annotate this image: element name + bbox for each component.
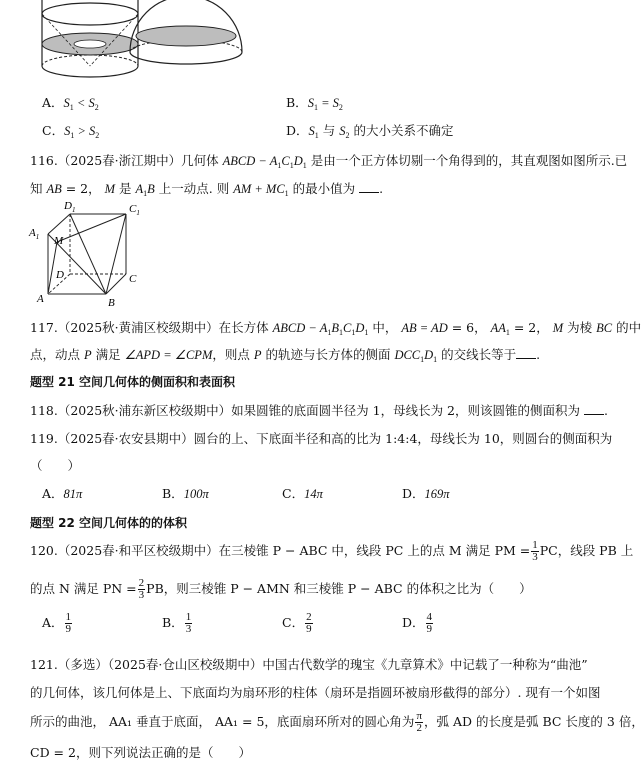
label-A1: $A_1$ xyxy=(29,227,40,241)
label-C1: $C_1$ xyxy=(129,203,140,217)
q120-line1: 120.（2025春·和平区校级期中）在三棱锥 P − ABC 中，线段 PC 上的点 M 满足 PM = $\frac{1}{3}$ PC，线段 PB 上 xyxy=(30,539,634,563)
q120-number: 120. xyxy=(30,543,58,558)
q117-line2: 点，动点 P 满足 ∠APD = ∠CPM，则点 P 的轨迹与长方体的侧面 $DCC_1D_1$ 的交线长等于 . xyxy=(30,347,541,364)
label-A: A xyxy=(37,293,44,305)
q118-answer-blank[interactable] xyxy=(584,404,604,415)
q119-option-a[interactable]: A．81π xyxy=(42,486,83,501)
q120-line2: 的点 N 满足 PN = $\frac{2}{3}$ PB，则三棱锥 P − AMN 和三棱锥 P − ABC 的体积之比为（ ） xyxy=(30,577,532,601)
label-D: D xyxy=(56,269,64,281)
q119-paren: （ ） xyxy=(30,458,81,473)
q116-line2: 知 AB = 2， M 是 $A_1B$ 上一动点. 则 AM + $MC_1$ 的最小值为 . xyxy=(30,181,384,198)
q120-option-b[interactable]: B． $\frac{1}{3}$ xyxy=(162,611,192,635)
label-C: C xyxy=(129,273,137,285)
q117-number: 117. xyxy=(30,320,58,335)
heading-21: 题型 21 空间几何体的侧面积和表面积 xyxy=(30,375,236,389)
q120-option-c[interactable]: C． $\frac{2}{9}$ xyxy=(282,611,312,635)
q120-frac2: $\frac{2}{3}$ xyxy=(138,577,145,601)
q119-option-c[interactable]: C．14π xyxy=(282,486,323,501)
label-B: B xyxy=(108,297,115,309)
q121-number: 121. xyxy=(30,657,58,672)
q115-option-b[interactable]: B．$S_1 = S_2$ xyxy=(286,95,343,112)
q120-option-a[interactable]: A． $\frac{1}{9}$ xyxy=(42,611,72,635)
q121-line2: 的几何体，该几何体是上、下底面均为扇环形的柱体（扇环是指圆环被扇形截得的部分）. 现有一个如图 xyxy=(30,685,601,700)
q115-option-c[interactable]: C．$S_1 > S_2$ xyxy=(42,123,100,140)
q119-option-b[interactable]: B．100π xyxy=(162,486,209,501)
heading-22: 题型 22 空间几何体的的体积 xyxy=(30,516,188,530)
label-D1: $D_1$ xyxy=(64,200,76,214)
q117-line1: 117.（2025秋·黄浦区校级期中）在长方体 ABCD − $A_1B_1C_1D_1$ 中， AB = AD = 6， $AA_1 = 2$， M 为棱 BC 的中 xyxy=(30,320,642,337)
q115-option-d[interactable]: D．$S_1$ 与 $S_2$ 的大小关系不确定 xyxy=(286,123,454,140)
q119-source: （2025春·农安县期中） xyxy=(57,431,194,446)
q121-line3: 所示的曲池， AA₁ 垂直于底面， AA₁ = 5，底面扇环所对的圆心角为 $\frac{\pi}{2}$ ，弧 AD 的长度是弧 BC 长度的 3 倍， xyxy=(30,710,644,734)
label-M: M xyxy=(54,235,64,247)
q119 xyxy=(30,429,612,447)
q119-text: 圆台的上、下底面半径和高的比为 1:4:4，母线长为 10，则圆台的侧面积为 xyxy=(193,431,613,446)
q120-frac1: $\frac{1}{3}$ xyxy=(532,539,538,563)
q117-answer-blank[interactable] xyxy=(516,348,536,359)
q116-number: 116. xyxy=(30,153,58,168)
q116-line1: 116.（2025春·浙江期中）几何体 ABCD − $A_1C_1D_1$ 是由一个正方体切剔一个角得到的，其直观图如图所示.已 xyxy=(30,153,628,170)
q116-source: （2025春·浙江期中） xyxy=(57,153,182,168)
q117-source: （2025秋·黄浦区校级期中） xyxy=(57,320,219,335)
q118: 118.（2025秋·浦东新区校级期中）如果圆锥的底面圆半径为 1，母线长为 2，则该圆锥的侧面积为 . xyxy=(30,403,608,418)
q116-figure xyxy=(26,198,146,310)
q118-source: （2025秋·浦东新区校级期中） xyxy=(57,403,232,418)
q121-line4: CD = 2，则下列说法正确的是（ ） xyxy=(30,745,251,760)
q115-option-a[interactable]: A．$S_1 < S_2$ xyxy=(42,95,99,112)
q118-text: 如果圆锥的底面圆半径为 1，母线长为 2，则该圆锥的侧面积为 xyxy=(231,403,580,418)
q121-frac: $\frac{\pi}{2}$ xyxy=(416,710,422,734)
hemisphere-figure xyxy=(120,0,250,80)
q120-option-d[interactable]: D． $\frac{4}{9}$ xyxy=(402,611,433,635)
q116-answer-blank[interactable] xyxy=(359,182,379,193)
q121-line1: 121.（多选）（2025春·仓山区校级期中）中国古代数学的瑰宝《九章算术》中记载了一种称为“曲池” xyxy=(30,657,588,672)
q118-number: 118. xyxy=(30,403,58,418)
q120-source: （2025春·和平区校级期中） xyxy=(57,543,219,558)
q119-number: 119. xyxy=(30,431,58,446)
q119-option-d[interactable]: D．169π xyxy=(402,486,450,501)
